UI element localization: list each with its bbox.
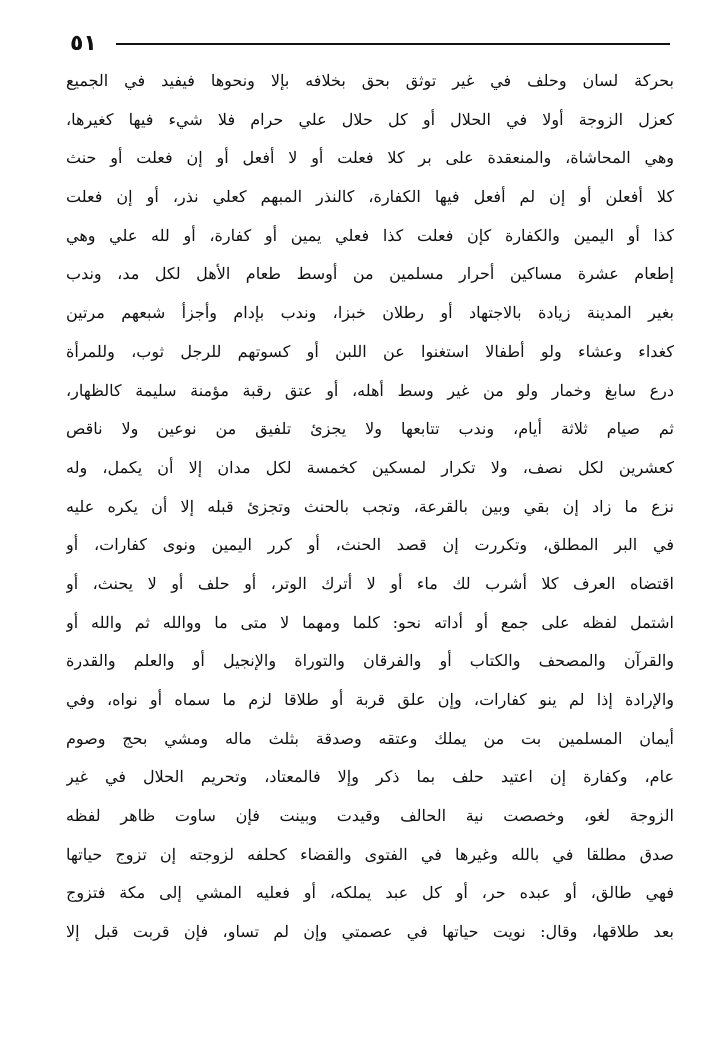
text-line: صدق مطلقا في بالله وغيرها في الفتوى والقضاء كحلفه لزوجته إن تزوج حياتها: [66, 844, 674, 864]
text-line: أيمان المسلمين بت من يملك وعتقه وصدقة بثلث ماله ومشي بحج وصوم: [66, 728, 674, 748]
body-text: [66, 62, 674, 952]
text-line: اشتمل لفظه على جمع أو أداته نحو: كلما ومهما لا متى ما ووالله ثم والله أو: [66, 612, 674, 632]
text-line: وهي المحاشاة، والمنعقدة على بر كلا فعلت أو لا أفعل أو إن فعلت أو حنث: [66, 148, 674, 168]
text-line: فهي طالق، أو عبده حر، أو كل عبد يملكه، أو فعليه المشي إلى مكة فتزوج: [66, 883, 674, 903]
text-line: عام، وكفارة إن اعتيد حلف بما ذكر وإلا فالمعتاد، وتحريم الحلال في غير: [66, 767, 674, 787]
text-line: كذا أو اليمين والكفارة كإن فعلت كذا فعلي يمين أو كفارة، أو لله علي وهي: [66, 225, 674, 245]
text-line: الزوجة لغو، وخصصت نية الحالف وقيدت وبينت فإن ساوت ظاهر لفظه: [66, 806, 674, 826]
text-line: والإرادة إذا لم ينو كفارات، وإن علق قربة أو طلاقا لزم ما سماه أو نواه، وفي: [66, 690, 674, 709]
text-line: درع سابغ وخمار ولو من غير وسط أهله، أو عتق رقبة مؤمنة سليمة كالظهار،: [66, 380, 674, 400]
header-rule: [116, 43, 670, 45]
text-line: كعشرين لكل نصف، ولا تكرار لمسكين كخمسة لكل مدان إلا أن يكمل، وله: [66, 457, 674, 477]
text-line: كعزل الزوجة أولا في الحلال أو كل حلال علي حرام فلا شيء فيها كغيرها،: [66, 109, 674, 129]
text-line: كغداء وعشاء ولو أطفالا استغنوا عن اللبن أو كسوتهم للرجل ثوب، وللمرأة: [66, 341, 674, 361]
text-line: في البر المطلق، وتكررت إن قصد الحنث، أو كرر اليمين ونوى كفارات، أو: [66, 535, 674, 555]
page-number: ٥١: [70, 31, 97, 56]
text-line: نزع ما زاد إن بقي وبين بالقرعة، وتجب بالحنث وتجزئ قبله إلا أن يكره عليه: [66, 496, 674, 516]
page-header: [70, 30, 670, 62]
text-line: بحركة لسان وحلف في غير توثق بحق بخلافه بإلا ونحوها فيفيد في الجميع: [66, 71, 674, 90]
text-line: والقرآن والمصحف والكتاب أو والفرقان والتوراة والإنجيل أو والعلم والقدرة: [66, 651, 674, 671]
text-line: كلا أفعلن أو إن لم أفعل فيها الكفارة، كالنذر المبهم كعلي نذر، أو إن فعلت: [66, 187, 674, 207]
text-line: بعد طلاقها، وقال: نويت حياتها في عصمتي وإن لم تساو، فإن قربت قبل إلا: [66, 922, 674, 942]
text-line: إطعام عشرة مساكين أحرار مسلمين من أوسط طعام الأهل لكل مد، وندب: [66, 264, 674, 284]
text-line: اقتضاه العرف كلا أشرب لك ماء أو لا أترك الوتر، أو حلف أو لا يحنث، أو: [66, 573, 674, 593]
text-line: بغير المدينة زيادة بالاجتهاد أو رطلان خبزا، وندب بإدام وأجزأ شبعهم مرتين: [66, 303, 674, 323]
text-line: ثم صيام ثلاثة أيام، وندب تتابعها ولا يجزئ تلفيق من نوعين ولا ناقص: [66, 419, 674, 439]
